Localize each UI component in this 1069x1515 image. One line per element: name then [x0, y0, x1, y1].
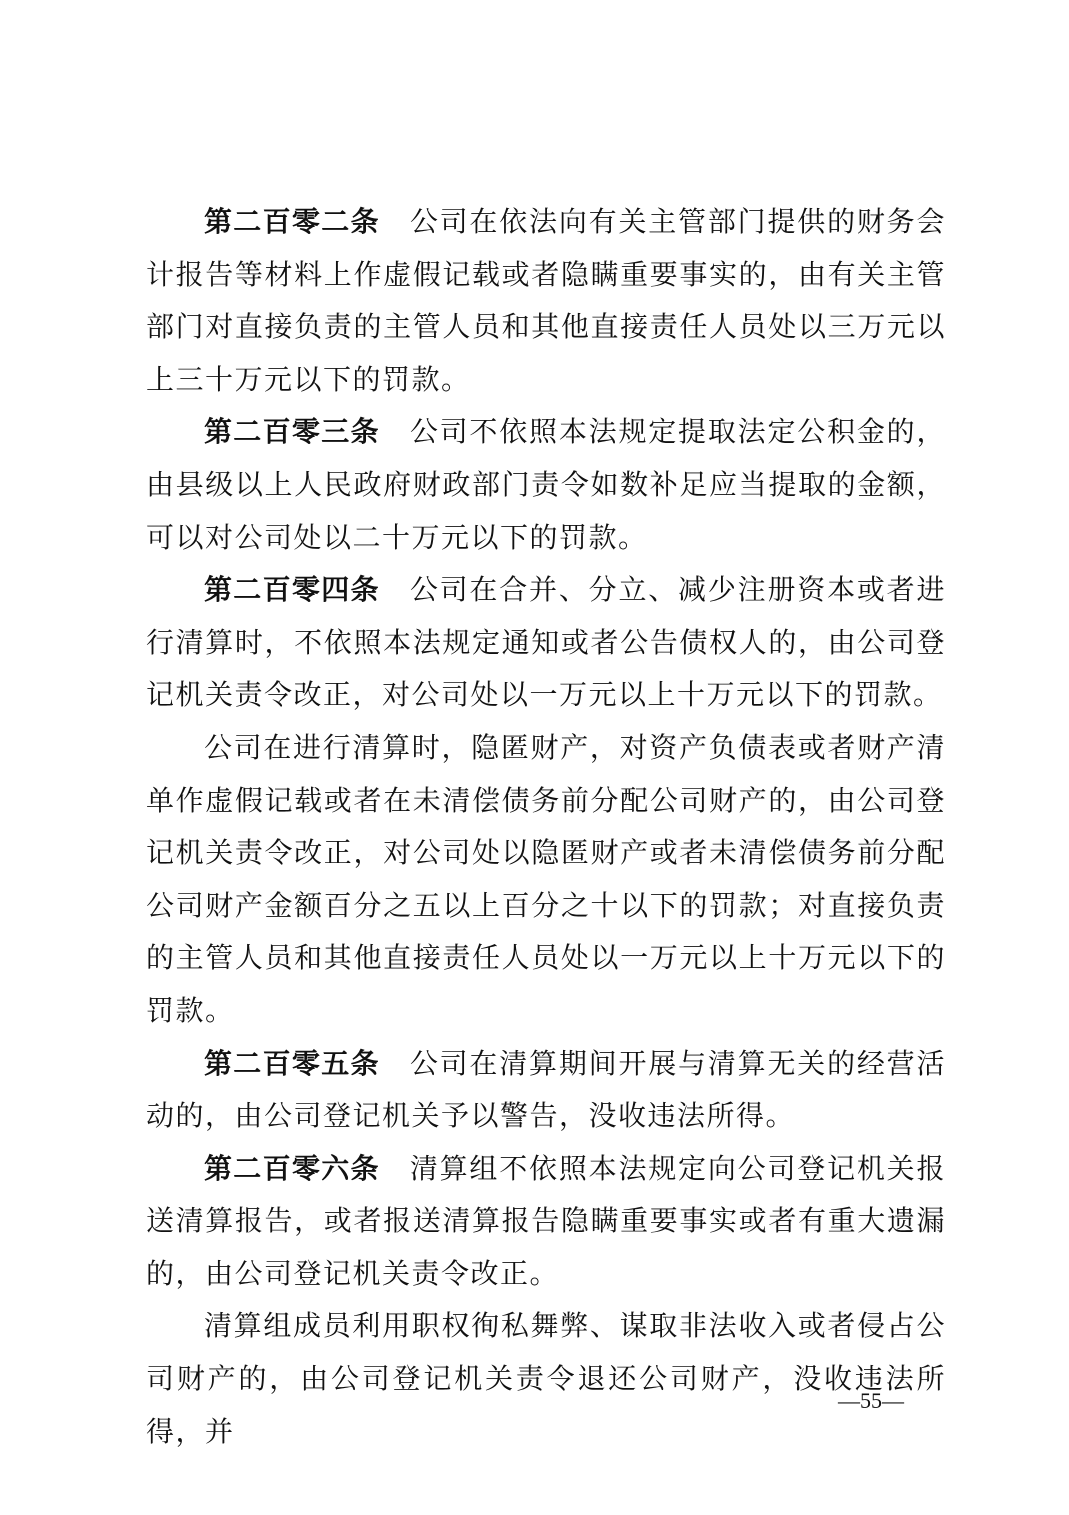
article-206	[146, 1143, 946, 1301]
article-text: 公司在依法向有关主管部门提供的财务会计报告等材料上作虚假记载或者隐瞒重要事实的，由有关主管部门对直接负责的主管人员和其他直接责任人员处以三万元以上三十万元以下的罚款。	[146, 205, 946, 396]
article-number: 第二百零二条	[204, 205, 380, 238]
document-body	[146, 196, 946, 1458]
article-text: 清算组不依照本法规定向公司登记机关报送清算报告，或者报送清算报告隐瞒重要事实或者有重大遗漏的，由公司登记机关责令改正。	[146, 1151, 946, 1290]
article-text: 公司在合并、分立、减少注册资本或者进行清算时，不依照本法规定通知或者公告债权人的，由公司登记机关责令改正，对公司处以一万元以上十万元以下的罚款。	[146, 573, 946, 712]
article-206-paragraph-2: 清算组成员利用职权徇私舞弊、谋取非法收入或者侵占公司财产的，由公司登记机关责令退还公司财产，没收违法所得，并	[146, 1309, 946, 1448]
page-number: —55—	[838, 1388, 904, 1413]
article-203	[146, 406, 946, 564]
article-204-paragraph-2: 公司在进行清算时，隐匿财产，对资产负债表或者财产清单作虚假记载或者在未清偿债务前分配公司财产的，由公司登记机关责令改正，对公司处以隐匿财产或者未清偿债务前分配公司财产金额百分之五以上百分之十以下的罚款；对直接负责的主管人员和其他直接责任人员处以一万元以上十万元以下的罚款。	[146, 730, 946, 1027]
article-204	[146, 564, 946, 722]
article-number: 第二百零五条	[204, 1046, 380, 1080]
article-205	[146, 1038, 946, 1143]
article-number: 第二百零六条	[204, 1151, 380, 1185]
article-202	[146, 196, 946, 406]
article-text: 公司不依照本法规定提取法定公积金的，由县级以上人民政府财政部门责令如数补足应当提取的金额，可以对公司处以二十万元以下的罚款。	[146, 415, 946, 554]
article-text: 公司在清算期间开展与清算无关的经营活动的，由公司登记机关予以警告，没收违法所得。	[146, 1046, 946, 1133]
article-number: 第二百零三条	[204, 415, 380, 449]
article-number: 第二百零四条	[204, 573, 380, 607]
